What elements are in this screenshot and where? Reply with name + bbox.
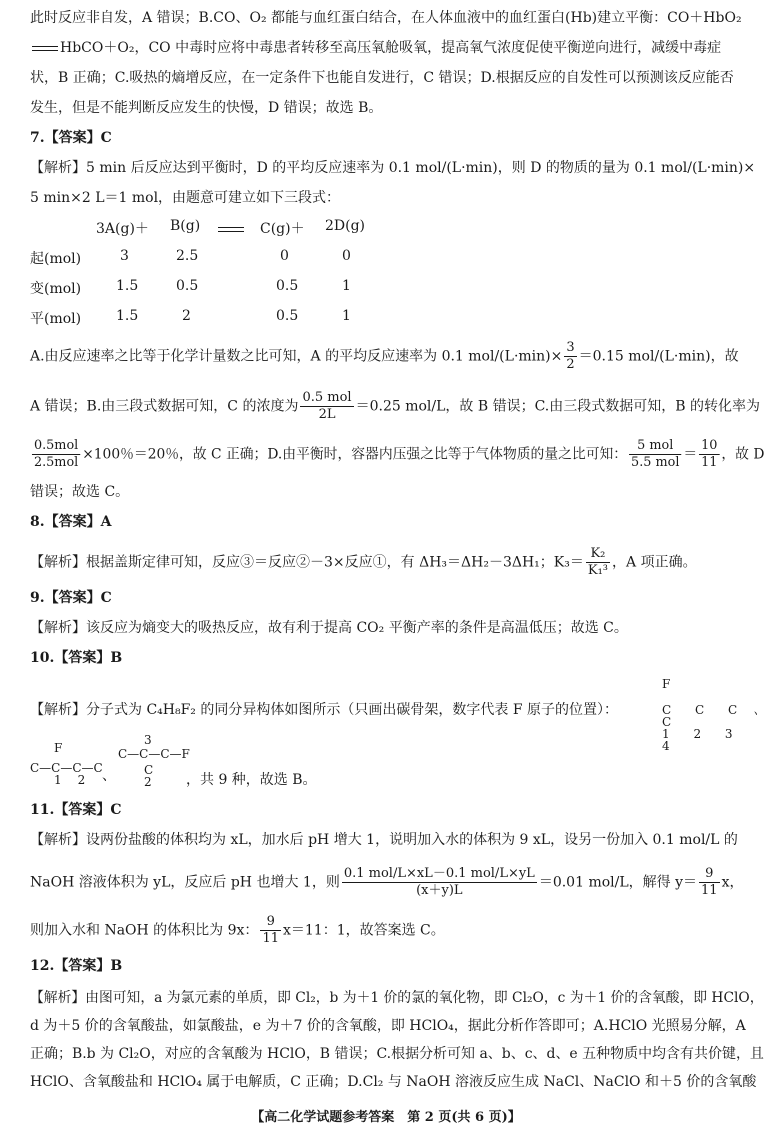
text-line: 此时反应非自发，A 错误；B.CO、O₂ 都能与血红蛋白结合，在人体血液中的血红蛋白(Hb)建立平衡：CO＋HbO₂: [30, 10, 742, 26]
equilibrium-arrow: [216, 224, 246, 234]
page-footer: 【高二化学试题参考答案 第 2 页(共 6 页)】: [251, 1110, 521, 1125]
text-line: d 为＋5 价的含氧酸盐，如氯酸盐，e 为＋7 价的含氧酸，即 HClO₄，据此分析作答即可；A.HClO 光照易分解，A: [30, 1018, 746, 1034]
text-line: 【解析】该反应为熵变大的吸热反应，故有利于提高 CO₂ 平衡产率的条件是高温低压；故选 C。: [30, 620, 628, 636]
text-line: 【解析】分子式为 C₄H₈F₂ 的同分异构体如图所示（只画出碳骨架，数字代表 F 原子的位置）：: [30, 702, 618, 718]
text-line: 5 min×2 L＝1 mol，由题意可建立如下三段式：: [30, 190, 341, 206]
text-line: 发生，但是不能判断反应发生的快慢，D 错误；故选 B。: [30, 100, 383, 116]
answer-heading: 7.【答案】C: [30, 130, 112, 146]
text-line: 【解析】设两份盐酸的体积均为 xL，加水后 pH 增大 1，说明加入水的体积为 9 xL，设另一份加入 0.1 mol/L 的: [30, 832, 738, 848]
text-line: 则加入水和 NaOH 的体积比为 9x： $\frac{9}{11}$ x＝11：1，故答案选 C。: [30, 914, 445, 946]
text-line: HClO、含氧酸盐和 HClO₄ 属于电解质，C 正确；D.Cl₂ 与 NaOH 溶液反应生成 NaCl、NaClO 和＋5 价的含氧酸: [30, 1074, 757, 1090]
equilibrium-arrow: [30, 43, 60, 53]
answer-heading: 10.【答案】B: [30, 650, 123, 666]
carbon-skeleton-3: 3 C—C—C—F C 2: [118, 733, 190, 789]
answer-heading: 12.【答案】B: [30, 958, 123, 974]
text-line: A 错误；B.由三段式数据可知，C 的浓度为 $\frac{\text{0.5 mol}}{2L}$ ＝0.25 mol/L，故 B 错误；C.由三段式数据可知，B 的转化率为: [30, 390, 760, 422]
text-line: 【解析】由图可知，a 为氯元素的单质，即 Cl₂，b 为＋1 价的氯的氧化物，即 Cl₂O，c 为＋1 价的含氧酸，即 HClO，: [30, 990, 764, 1006]
text-line: 、: [754, 702, 764, 718]
answer-page: 此时反应非自发，A 错误；B.CO、O₂ 都能与血红蛋白结合，在人体血液中的血红蛋白(Hb)建立平衡：CO＋HbO₂ HbCO＋O₂，CO 中毒时应将中毒患者转移至高压氧舱吸氧，提高氧气浓度促使平衡逆向进行，减缓中毒症 状，B 正确；C.吸热的熵增反应，在一定条件下也能自发进行，C 错误；D.根据反应的自发性可以预测该反应能否 发生，但是不能判断反应发生的快慢，D 错误；故选 B。 7.【答案】C 【解析】5 min 后反应达到平衡时，D 的平均反应速率为 0.1 mol/(L·min)，则 D 的物质的量为 0.1 mol/(L·min)× 5 min×2 L＝1 mol，由题意可建立如下三段式： 3A(g)＋ B(g) C(g)＋ 2D(g) 起(mol) 3 2.5 0 0 变(mol) 1.5 0.5 0.5 1 平(mol) 1.5 2 0.5 1 A.由反应速率之比等于化学计量数之比可知，A 的平均反应速率为 0.1 mol/(L·min)× $\frac{3}{2}$ ＝0.15 mol/(L·min)，故 A 错误；B.由三段式数据可知，C 的浓度为 $\frac{\text{0.5 mol}}{2L}$ ＝0.25 mol/L，故 B 错误；C.由三段式数据可知，B 的转化率为 $\frac{\text{0.5mol}}{\text{2.5mol}}$ ×100％＝20％，故 C 正确；D.由平衡时，容器内压强之比等于气体物质的量之比可知： $\frac{\text{5 mol}}{\text{5.5 mol}}$ ＝ $\frac{10}{11}$ ，故 D 错误；故选 C。 8.【答案】A 【解析】根据盖斯定律可知，反应③＝反应②－3×反应①，有 ΔH₃＝ΔH₂－3ΔH₁；K₃＝ $\frac{\text{K₂}}{\text{K₁³}}$ ，A 项正确。 9.【答案】C 【解析】该反应为熵变大的吸热反应，故有利于提高 CO₂ 平衡产率的条件是高温低压；故选 C。 10.【答案】B 【解析】分子式为 C₄H₈F₂ 的同分异构体如图所示（只画出碳骨架，数字代表 F 原子的位置）： F C C C C 1 2 3 4 、 F C—C—C—C 1 2 、 3 C—C—C—F C 2 ，共 9 种，故选 B。 11.【答案】C 【解析】设两份盐酸的体积均为 xL，加水后 pH 增大 1，说明加入水的体积为 9 xL，设另一份加入 0.1 mol/L 的 NaOH 溶液体积为 yL，反应后 pH 也增大 1，则 $\frac{\text{0.1 mol/L×xL－0.1 mol/L×yL}}{(x+y)L}$ ＝0.01 mol/L，解得 y＝ $\frac{9}{11}$ x， 则加入水和 NaOH 的体积比为 9x： $\frac{9}{11}$ x＝11：1，故答案选 C。 12.【答案】B 【解析】由图可知，a 为氯元素的单质，即 Cl₂，b 为＋1 价的氯的氧化物，即 Cl₂O，c 为＋1 价的含氧酸，即 HClO， d 为＋5 价的含氧酸盐，如氯酸盐，e 为＋7 价的含氧酸，即 HClO₄，据此分析作答即可；A.HClO 光照易分解，A 正确；B.b 为 Cl₂O，对应的含氧酸为 HClO，B 错误；C.根据分析可知 a、b、c、d、e 五种物质中均含有共价键，且 HClO、含氧酸盐和 HClO₄ 属于电解质，C 正确；D.Cl₂ 与 NaOH 溶液反应生成 NaCl、NaClO 和＋5 价的含氧酸 【高二化学试题参考答案 第 2 页(共 6 页)】: [0, 0, 772, 1132]
text-line: 【解析】根据盖斯定律可知，反应③＝反应②－3×反应①，有 ΔH₃＝ΔH₂－3ΔH₁；K₃＝ $\frac{\text{K₂}}{\text{K₁³}}$ ，A 项正确。: [30, 546, 697, 578]
text-line: HbCO＋O₂，CO 中毒时应将中毒患者转移至高压氧舱吸氧，提高氧气浓度促使平衡逆向进行，减缓中毒症: [30, 38, 721, 58]
answer-heading: 8.【答案】A: [30, 514, 112, 530]
text-line: NaOH 溶液体积为 yL，反应后 pH 也增大 1，则 $\frac{\text{0.1 mol/L×xL－0.1 mol/L×yL}}{(x+y)L}$ ＝0.01 mol/L，解得 y＝ $\frac{9}{11}$ x，: [30, 866, 744, 898]
text-line: 、: [102, 768, 116, 784]
text-line: $\frac{\text{0.5mol}}{\text{2.5mol}}$ ×100％＝20％，故 C 正确；D.由平衡时，容器内压强之比等于气体物质的量之比可知： $\frac{\text{5 mol}}{\text{5.5 mol}}$ ＝ $\frac{10}{11}$ ，故 D: [33, 438, 765, 470]
text-line: 错误；故选 C。: [30, 484, 130, 500]
answer-heading: 9.【答案】C: [30, 590, 112, 606]
text-line: 【解析】5 min 后反应达到平衡时，D 的平均反应速率为 0.1 mol/(L·min)，则 D 的物质的量为 0.1 mol/(L·min)×: [30, 160, 756, 176]
answer-heading: 11.【答案】C: [30, 802, 122, 818]
carbon-skeleton-2: F C—C—C—C 1 2: [30, 741, 103, 787]
text-line: A.由反应速率之比等于化学计量数之比可知，A 的平均反应速率为 0.1 mol/(L·min)× $\frac{3}{2}$ ＝0.15 mol/(L·min)，故: [30, 340, 739, 372]
text-line: 状，B 正确；C.吸热的熵增反应，在一定条件下也能自发进行，C 错误；D.根据反应的自发性可以预测该反应能否: [30, 70, 734, 86]
text-line: ，共 9 种，故选 B。: [186, 772, 317, 788]
text-line: 正确；B.b 为 Cl₂O，对应的含氧酸为 HClO，B 错误；C.根据分析可知 a、b、c、d、e 五种物质中均含有共价键，且: [30, 1046, 764, 1062]
carbon-skeleton-1: F C C C C 1 2 3 4: [662, 677, 748, 753]
